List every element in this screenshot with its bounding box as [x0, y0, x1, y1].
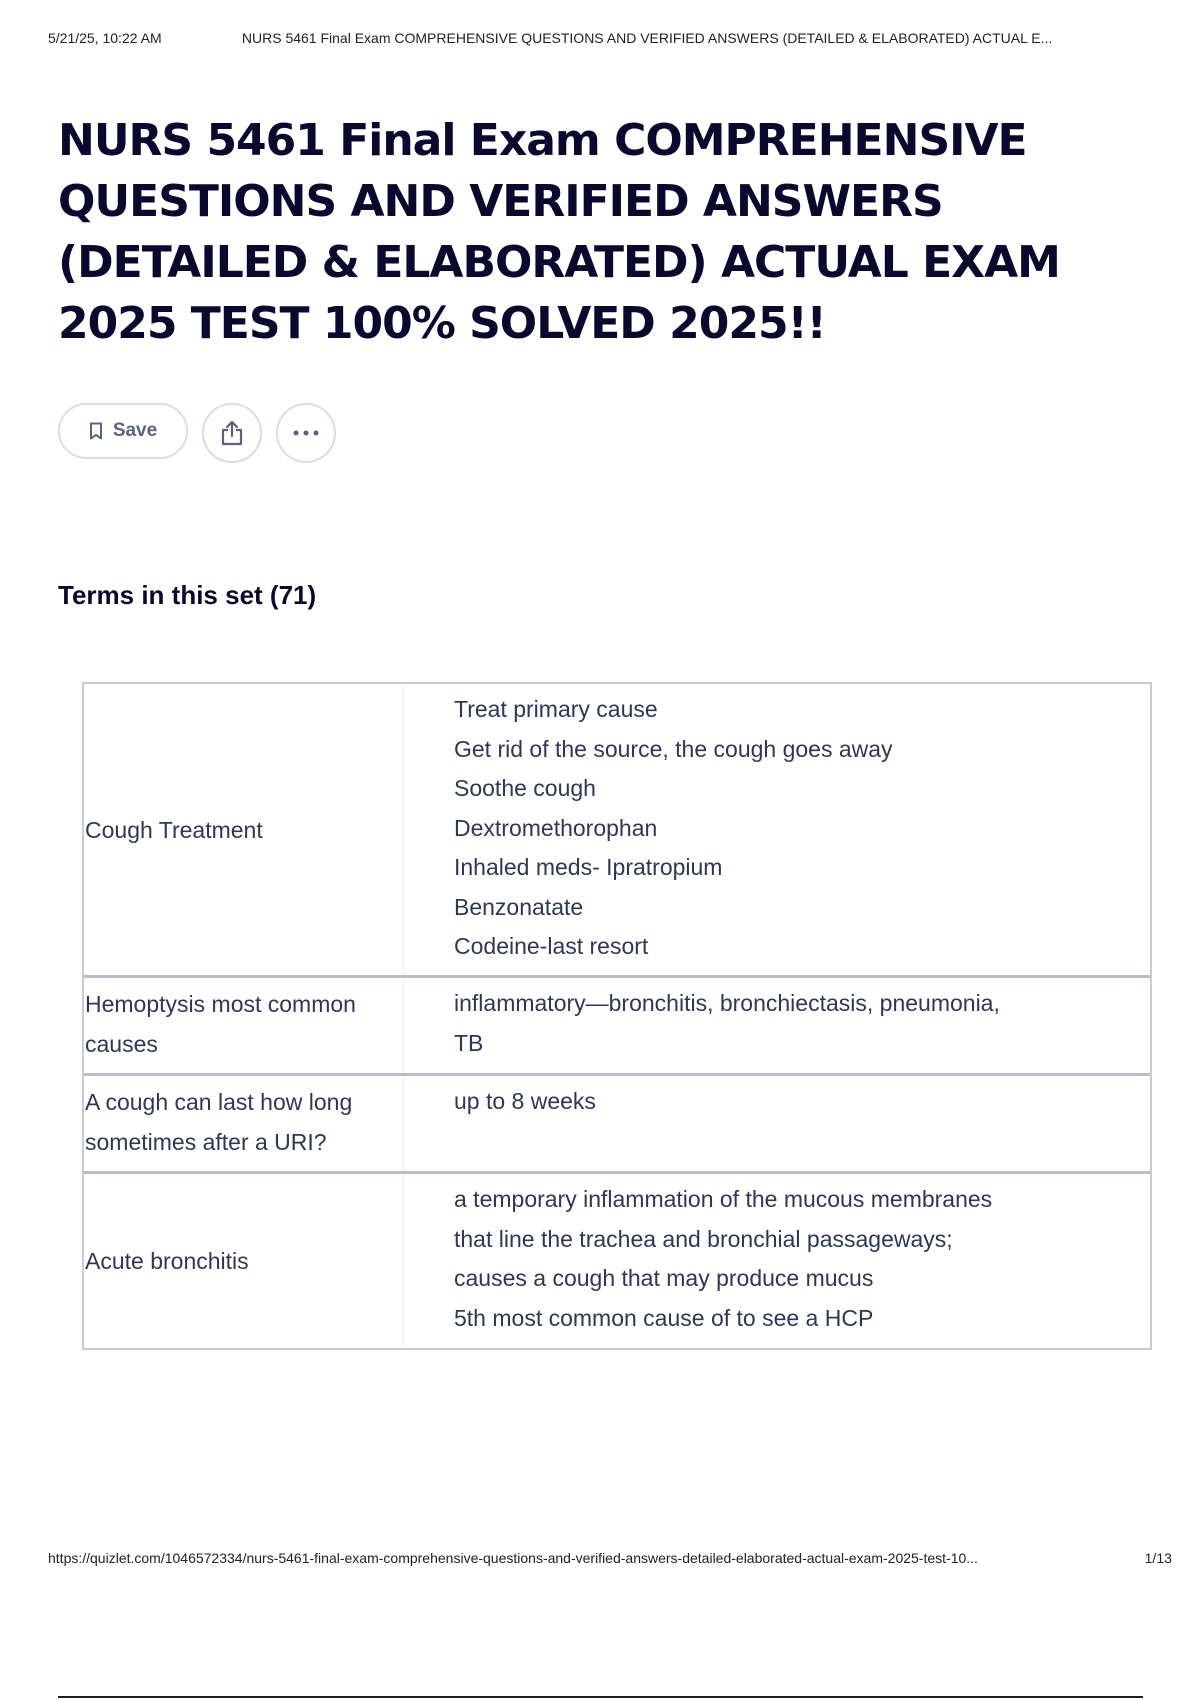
save-button-label: Save	[112, 420, 158, 441]
bookmark-icon	[89, 422, 103, 440]
definition	[404, 1076, 1150, 1171]
definition	[404, 978, 1150, 1073]
term-row	[84, 684, 1150, 978]
term-row	[84, 978, 1150, 1076]
definition	[404, 1174, 1150, 1348]
definition-line: that line the trachea and bronchial passageways;	[454, 1225, 953, 1252]
definition-line: up to 8 weeks	[454, 1088, 596, 1114]
term-text: Cough Treatment	[84, 684, 404, 975]
print-datetime: 5/21/25, 10:22 AM	[48, 30, 162, 46]
definition-line: inflammatory—bronchitis, bronchiectasis, pneumonia,	[454, 990, 1000, 1016]
definition-line: a temporary inflammation of the mucous membranes	[454, 1186, 993, 1212]
term-text: Hemoptysis most common causes	[84, 978, 404, 1073]
share-button[interactable]	[202, 403, 262, 463]
print-footer	[48, 1550, 1188, 1566]
definition-line: TB	[454, 1029, 484, 1056]
definition-line: Benzonatate	[454, 893, 584, 920]
definition	[404, 684, 1150, 975]
print-url: https://quizlet.com/1046572334/nurs-5461-final-exam-comprehensive-questions-and-verified-answers-detailed-elaborated-actual-exam-2025-test-10...	[48, 1550, 978, 1566]
page-number: 1/13	[1144, 1550, 1172, 1566]
definition-line: Treat primary cause	[454, 696, 658, 722]
definition-line: Inhaled meds- Ipratropium	[454, 854, 723, 880]
set-title: NURS 5461 Final Exam COMPREHENSIVE QUESTIONS AND VERIFIED ANSWERS (DETAILED & ELABORATED) ACTUAL EXAM 2025 TEST 100% SOLVED 2025!!	[58, 115, 1060, 349]
term-row	[84, 1076, 1150, 1174]
term-row	[84, 1174, 1150, 1348]
definition-line: causes a cough that may produce mucus	[454, 1265, 874, 1291]
definition-line: Dextromethorophan	[454, 814, 658, 841]
more-horizontal-icon	[293, 430, 319, 436]
page-divider	[58, 1696, 1143, 1698]
set-actions	[58, 403, 336, 463]
term-text: A cough can last how long sometimes after a URI?	[84, 1076, 404, 1171]
definition-line: Soothe cough	[454, 775, 596, 801]
share-icon	[220, 420, 244, 446]
term-text: Acute bronchitis	[84, 1174, 404, 1348]
more-options-button[interactable]	[276, 403, 336, 463]
terms-table	[82, 682, 1152, 1350]
definition-line: Codeine-last resort	[454, 933, 649, 959]
print-doc-title: NURS 5461 Final Exam COMPREHENSIVE QUESTIONS AND VERIFIED ANSWERS (DETAILED & ELABORATED) ACTUAL E...	[241, 30, 1053, 46]
definition-line: Get rid of the source, the cough goes away	[454, 735, 893, 762]
definition-line: 5th most common cause of to see a HCP	[454, 1304, 874, 1331]
save-button[interactable]	[58, 403, 188, 459]
terms-heading: Terms in this set (71)	[58, 580, 317, 610]
print-header	[48, 30, 1178, 46]
